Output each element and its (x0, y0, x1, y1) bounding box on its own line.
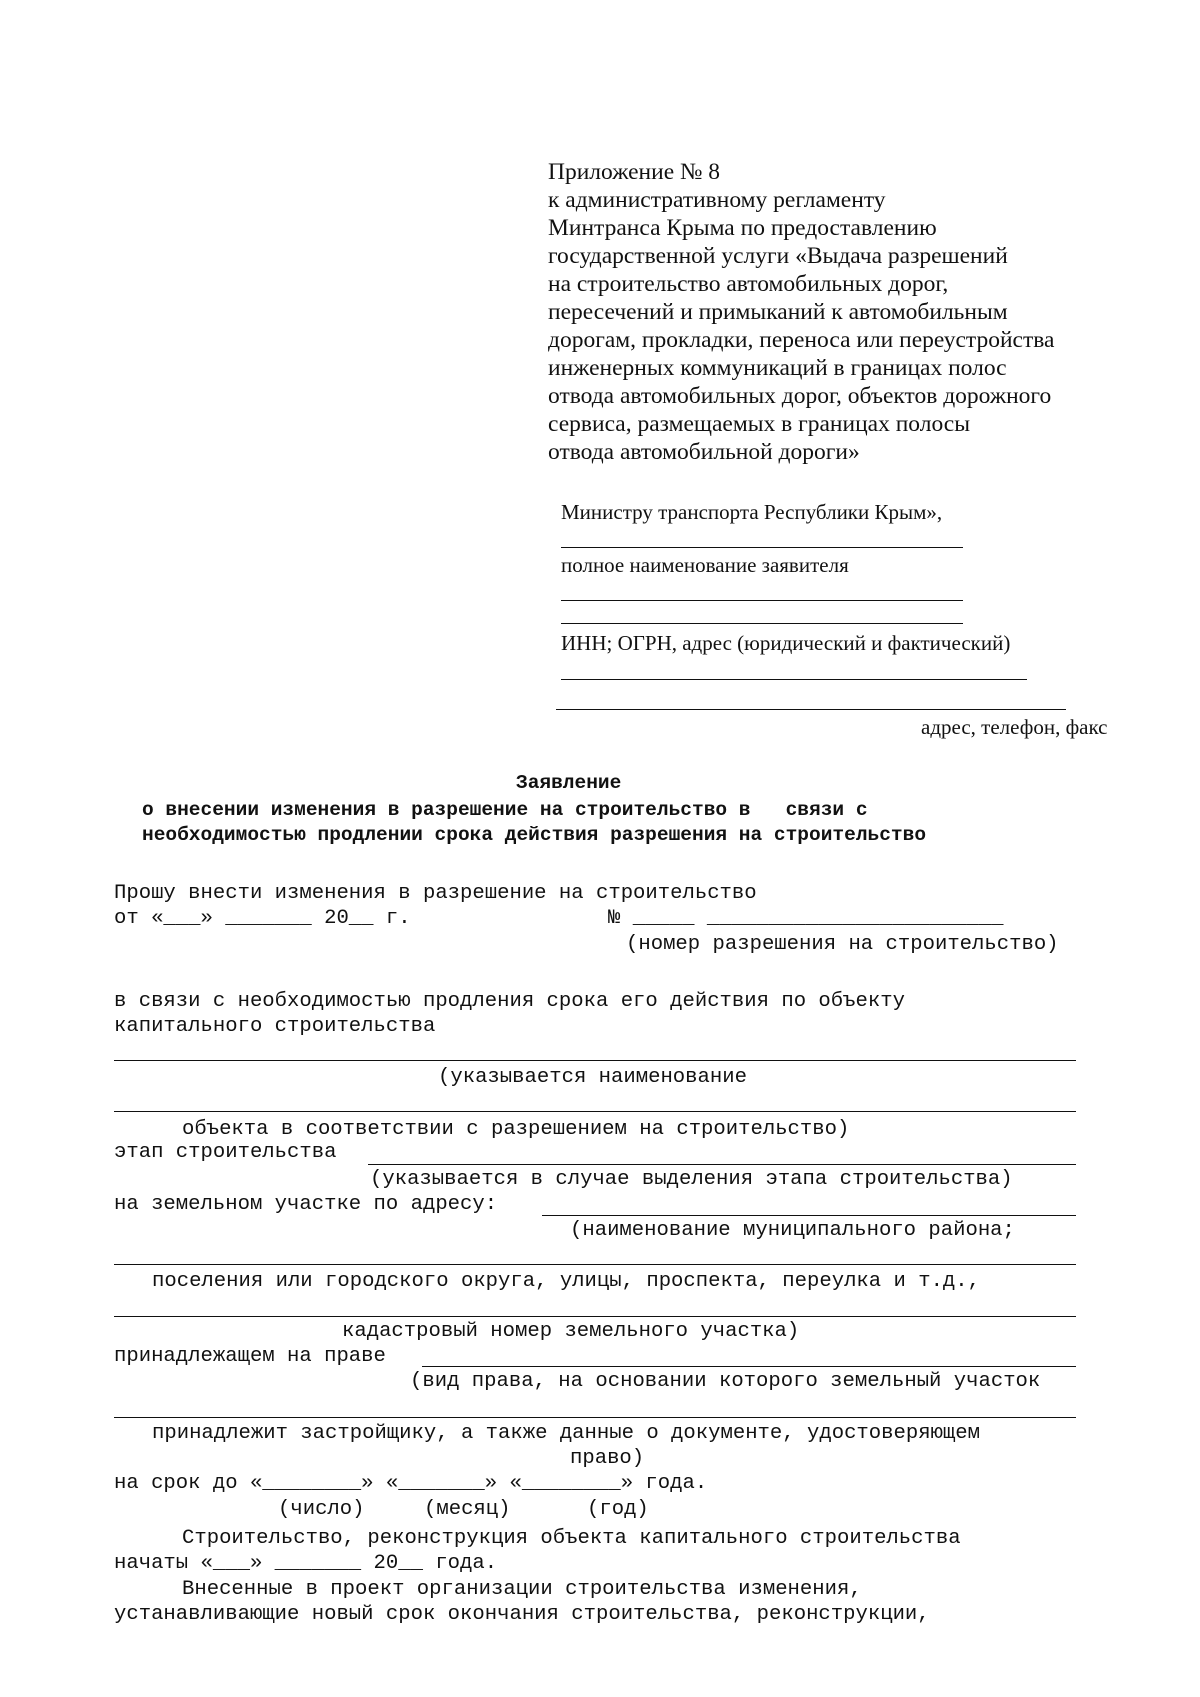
land-address-caption: (наименование муниципального района; (570, 1219, 1015, 1242)
start-date-line: начаты «___» _______ 20__ года. (114, 1552, 498, 1575)
permit-date-line: от «___» _______ 20__ г. (114, 907, 411, 930)
applicant-name-field[interactable] (561, 547, 963, 548)
attachment-line: Приложение № 8 (548, 159, 721, 185)
land-address-field-2[interactable] (114, 1264, 1076, 1265)
attachment-line: отвода автомобильной дороги» (548, 439, 860, 465)
right-caption-2: принадлежит застройщику, а также данные о документе, удостоверяющем (152, 1422, 981, 1445)
land-address-field[interactable] (542, 1215, 1076, 1216)
right-label: принадлежащем на праве (114, 1345, 386, 1368)
stage-field[interactable] (368, 1164, 1076, 1165)
body-line: капитального строительства (114, 1015, 436, 1038)
cadastral-field[interactable] (114, 1316, 1076, 1317)
attachment-line: к административному регламенту (548, 187, 886, 213)
permit-number-caption: (номер разрешения на строительство) (626, 933, 1059, 956)
body-line: Внесенные в проект организации строительства изменения, (182, 1578, 862, 1601)
attachment-line: сервиса, размещаемых в границах полосы (548, 411, 971, 437)
attachment-line: государственной услуги «Выдача разрешений (548, 243, 1008, 269)
body-line: в связи с необходимостью продления срока его действия по объекту (114, 990, 905, 1013)
applicant-details-field-2[interactable] (561, 623, 963, 624)
object-name-field-2[interactable] (114, 1111, 1076, 1112)
land-address-caption-2: поселения или городского округа, улицы, проспекта, переулка и т.д., (152, 1270, 981, 1293)
month-caption: (месяц) (424, 1498, 511, 1521)
contact-field[interactable] (556, 709, 1066, 710)
title-heading: Заявление (516, 772, 622, 794)
attachment-line: дорогам, прокладки, переноса или переустройства (548, 327, 1055, 353)
land-address-label: на земельном участке по адресу: (114, 1193, 498, 1216)
right-document-field[interactable] (114, 1417, 1076, 1418)
contact-caption: адрес, телефон, факс (921, 715, 1108, 739)
object-name-field[interactable] (114, 1060, 1076, 1061)
applicant-details-field[interactable] (561, 600, 963, 601)
body-line: Прошу внести изменения в разрешение на строительство (114, 882, 757, 905)
day-caption: (число) (278, 1498, 365, 1521)
attachment-line: инженерных коммуникаций в границах полос (548, 355, 1007, 381)
applicant-name-caption: полное наименование заявителя (561, 553, 849, 577)
object-name-caption: (указывается наименование (438, 1066, 747, 1089)
body-line: Строительство, реконструкция объекта капитального строительства (182, 1527, 961, 1550)
stage-label: этап строительства (114, 1141, 337, 1164)
object-name-caption-2: объекта в соответствии с разрешением на строительство) (182, 1118, 850, 1141)
title-line: о внесении изменения в разрешение на строительство в связи с (142, 799, 868, 821)
body-line: устанавливающие новый срок окончания строительства, реконструкции, (114, 1603, 930, 1626)
term-line: на срок до «________» «_______» «________» года. (114, 1472, 708, 1495)
attachment-line: Минтранса Крыма по предоставлению (548, 215, 937, 241)
attachment-line: на строительство автомобильных дорог, (548, 271, 949, 297)
attachment-line: пересечений и примыканий к автомобильным (548, 299, 1008, 325)
title-line: необходимостью продлении срока действия разрешения на строительство (142, 824, 927, 846)
recipient-line: Министру транспорта Республики Крым», (561, 500, 943, 524)
address-field[interactable] (561, 679, 1027, 680)
stage-caption: (указывается в случае выделения этапа строительства) (370, 1168, 1013, 1191)
attachment-line: отвода автомобильных дорог, объектов дорожного (548, 383, 1052, 409)
right-caption: (вид права, на основании которого земельный участок (410, 1370, 1041, 1393)
permit-number-line: № _____ ________________________ (608, 907, 1004, 930)
right-field[interactable] (422, 1366, 1076, 1367)
inn-caption: ИНН; ОГРН, адрес (юридический и фактический) (561, 631, 1011, 655)
right-caption-3: право) (570, 1447, 645, 1470)
cadastral-caption: кадастровый номер земельного участка) (342, 1320, 800, 1343)
year-caption: (год) (587, 1498, 649, 1521)
